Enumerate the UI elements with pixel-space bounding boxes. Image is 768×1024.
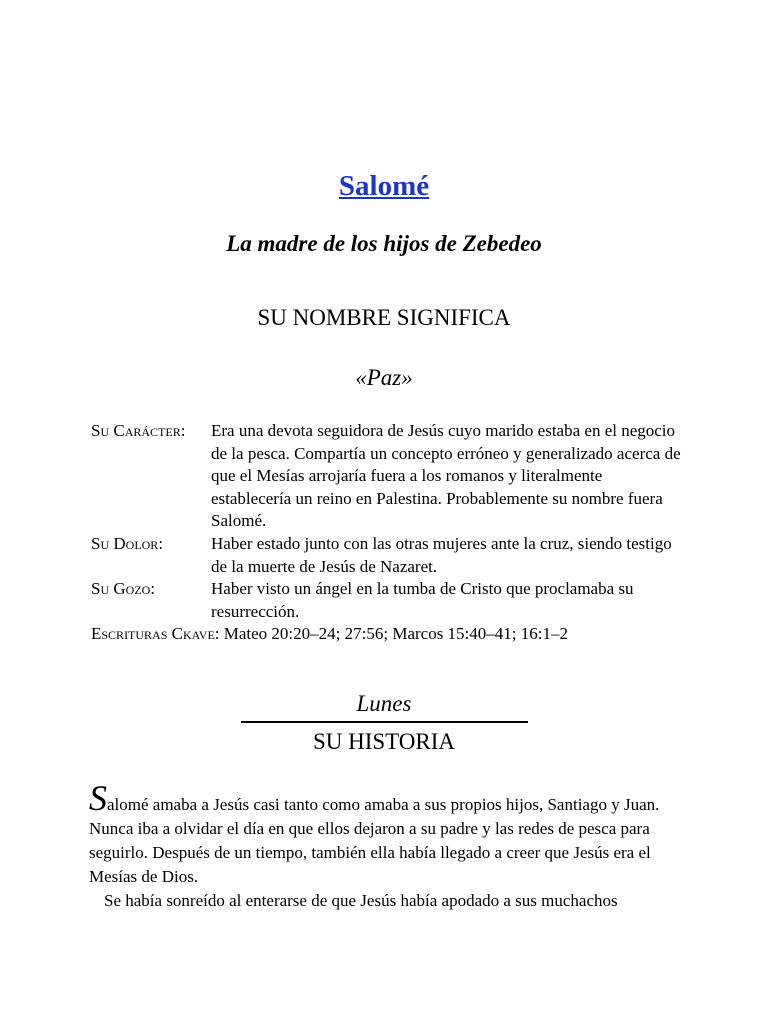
story-paragraph-text: alomé amaba a Jesús casi tanto como amaba a sus propios hijos, Santiago y Juan. Nunca iba a olvidar el día en que ellos dejaron a su padre y las redes de pesca para seguirlo. Después de un tiempo, también ella había llegado a creer que Jesús era el Mesías de Dios.: [89, 795, 660, 886]
day-heading: Lunes: [356, 691, 412, 716]
name-meaning-heading: SU NOMBRE SIGNIFICA: [257, 305, 511, 330]
trait-character: [91, 420, 691, 533]
traits-block: [91, 420, 691, 646]
trait-text: Haber visto un ángel en la tumba de Cristo que proclamaba su resurrección.: [211, 579, 634, 621]
name-meaning-value: «Paz»: [355, 365, 413, 390]
key-scriptures: [91, 623, 691, 646]
trait-joy: [91, 578, 691, 623]
trait-label: Su Carácter:: [91, 421, 186, 440]
story-text: [89, 778, 681, 913]
trait-text: Haber estado junto con las otras mujeres ante la cruz, siendo testigo de la muerte de Jesús de Nazaret.: [211, 533, 672, 576]
trait-text: Era una devota seguidora de Jesús cuyo marido estaba en el negocio de la pesca. Compartía un concepto erróneo y generalizado acerca de que el Mesías arrojaría fuera a los romanos y literalmente establecería un reino en Palestina. Probablemente su nombre fuera Salomé.: [211, 421, 681, 531]
story-paragraph: [89, 778, 681, 889]
page-subtitle: La madre de los hijos de Zebedeo: [226, 231, 542, 256]
story-paragraph: Se había sonreído al enterarse de que Jesús había apodado a sus muchachos: [104, 891, 618, 910]
section-divider: [241, 721, 528, 723]
trait-label: Su Gozo:: [91, 579, 156, 599]
key-scriptures-label: Escrituras Ckave:: [91, 624, 220, 644]
trait-label: Su Dolor:: [91, 533, 164, 553]
drop-cap: S: [89, 778, 107, 818]
trait-sorrow: [91, 533, 691, 578]
history-heading: SU HISTORIA: [312, 729, 456, 754]
page-title-link[interactable]: Salomé: [338, 170, 430, 202]
key-scriptures-text: Mateo 20:20–24; 27:56; Marcos 15:40–41; 16:1–2: [219, 624, 568, 644]
